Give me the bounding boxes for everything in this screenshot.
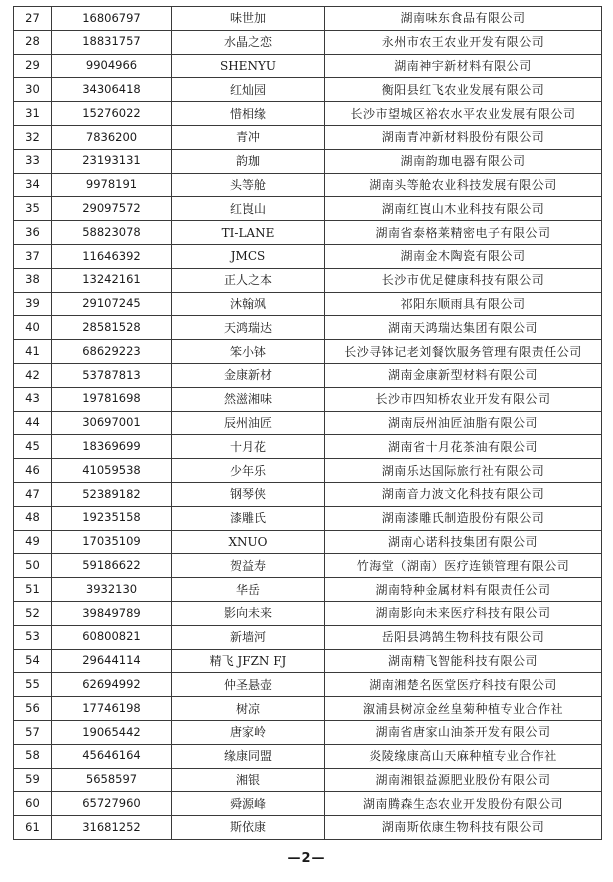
company-name-cell: 湖南影向未来医疗科技有限公司 (325, 601, 602, 625)
trademark-cell: 正人之本 (172, 268, 325, 292)
registration-number-cell: 29644114 (52, 649, 172, 673)
registration-number-cell: 17746198 (52, 697, 172, 721)
trademark-cell: 笨小钵 (172, 340, 325, 364)
registration-number-cell: 58823078 (52, 221, 172, 245)
trademark-cell: 影向未来 (172, 601, 325, 625)
table-body (14, 7, 602, 840)
company-name-cell: 湖南辰州油匠油脂有限公司 (325, 411, 602, 435)
company-name-cell: 湖南漆雕氏制造股份有限公司 (325, 506, 602, 530)
registration-number-cell: 3932130 (52, 578, 172, 602)
table-row (14, 387, 602, 411)
registration-number-cell: 19065442 (52, 720, 172, 744)
registration-number-cell: 17035109 (52, 530, 172, 554)
trademark-cell: 舜源峰 (172, 792, 325, 816)
trademark-cell: 辰州油匠 (172, 411, 325, 435)
company-name-cell: 湖南心诺科技集团有限公司 (325, 530, 602, 554)
row-index-cell: 51 (14, 578, 52, 602)
row-index-cell: 43 (14, 387, 52, 411)
table-row (14, 221, 602, 245)
page-number: —2— (287, 851, 326, 866)
company-name-cell: 湖南湘银益源肥业股份有限公司 (325, 768, 602, 792)
row-index-cell: 38 (14, 268, 52, 292)
company-name-cell: 衡阳县红飞农业发展有限公司 (325, 78, 602, 102)
company-name-cell: 溆浦县树凉金丝皇菊种植专业合作社 (325, 697, 602, 721)
table-row (14, 149, 602, 173)
row-index-cell: 49 (14, 530, 52, 554)
registration-number-cell: 39849789 (52, 601, 172, 625)
trademark-cell: 少年乐 (172, 459, 325, 483)
trademark-cell: 红崀山 (172, 197, 325, 221)
company-name-cell: 湖南特种金属材料有限责任公司 (325, 578, 602, 602)
table-row (14, 482, 602, 506)
row-index-cell: 40 (14, 316, 52, 340)
trademark-cell: 水晶之恋 (172, 30, 325, 54)
company-name-cell: 岳阳县鸿鹄生物科技有限公司 (325, 625, 602, 649)
registration-number-cell: 65727960 (52, 792, 172, 816)
registration-number-cell: 29107245 (52, 292, 172, 316)
table-row (14, 30, 602, 54)
trademark-cell: 缘康同盟 (172, 744, 325, 768)
registration-number-cell: 29097572 (52, 197, 172, 221)
table-row (14, 292, 602, 316)
registration-number-cell: 59186622 (52, 554, 172, 578)
company-name-cell: 湖南金康新型材料有限公司 (325, 363, 602, 387)
trademark-cell: 天鸿瑞达 (172, 316, 325, 340)
table-row (14, 244, 602, 268)
company-name-cell: 湖南音力波文化科技有限公司 (325, 482, 602, 506)
company-name-cell: 湖南精飞智能科技有限公司 (325, 649, 602, 673)
row-index-cell: 56 (14, 697, 52, 721)
company-name-cell: 祁阳东顺雨具有限公司 (325, 292, 602, 316)
registration-number-cell: 18369699 (52, 435, 172, 459)
company-name-cell: 炎陵缘康高山天麻种植专业合作社 (325, 744, 602, 768)
table-row (14, 459, 602, 483)
row-index-cell: 34 (14, 173, 52, 197)
trademark-cell: 韵珈 (172, 149, 325, 173)
registration-number-cell: 45646164 (52, 744, 172, 768)
company-name-cell: 湖南神宇新材料有限公司 (325, 54, 602, 78)
table-row (14, 697, 602, 721)
trademark-cell: 唐家岭 (172, 720, 325, 744)
registration-number-cell: 18831757 (52, 30, 172, 54)
row-index-cell: 55 (14, 673, 52, 697)
company-name-cell: 长沙市优足健康科技有限公司 (325, 268, 602, 292)
company-name-cell: 湖南青冲新材料股份有限公司 (325, 125, 602, 149)
registration-number-cell: 52389182 (52, 482, 172, 506)
company-name-cell: 湖南腾森生态农业开发股份有限公司 (325, 792, 602, 816)
company-name-cell: 湖南乐达国际旅行社有限公司 (325, 459, 602, 483)
registration-number-cell: 30697001 (52, 411, 172, 435)
row-index-cell: 60 (14, 792, 52, 816)
row-index-cell: 48 (14, 506, 52, 530)
trademark-cell: 金康新材 (172, 363, 325, 387)
table-row (14, 625, 602, 649)
trademark-cell: 新墙河 (172, 625, 325, 649)
table-row (14, 673, 602, 697)
table-row (14, 578, 602, 602)
trademark-cell: 湘银 (172, 768, 325, 792)
row-index-cell: 33 (14, 149, 52, 173)
table-row (14, 363, 602, 387)
row-index-cell: 29 (14, 54, 52, 78)
row-index-cell: 28 (14, 30, 52, 54)
registration-number-cell: 19235158 (52, 506, 172, 530)
trademark-cell: 漆雕氏 (172, 506, 325, 530)
row-index-cell: 39 (14, 292, 52, 316)
row-index-cell: 42 (14, 363, 52, 387)
trademark-cell: 仲圣悬壶 (172, 673, 325, 697)
table-row (14, 54, 602, 78)
row-index-cell: 37 (14, 244, 52, 268)
trademark-cell: 青冲 (172, 125, 325, 149)
registration-number-cell: 9904966 (52, 54, 172, 78)
trademark-cell: 十月花 (172, 435, 325, 459)
table-row (14, 268, 602, 292)
row-index-cell: 54 (14, 649, 52, 673)
company-name-cell: 湖南红崀山木业科技有限公司 (325, 197, 602, 221)
registration-number-cell: 28581528 (52, 316, 172, 340)
table-row (14, 649, 602, 673)
table-row (14, 554, 602, 578)
company-name-cell: 湖南省十月花茶油有限公司 (325, 435, 602, 459)
registration-number-cell: 9978191 (52, 173, 172, 197)
row-index-cell: 50 (14, 554, 52, 578)
registration-number-cell: 15276022 (52, 102, 172, 126)
table-row (14, 197, 602, 221)
company-name-cell: 长沙市望城区裕农水平农业发展有限公司 (325, 102, 602, 126)
company-name-cell: 湖南斯依康生物科技有限公司 (325, 816, 602, 840)
row-index-cell: 47 (14, 482, 52, 506)
registration-number-cell: 60800821 (52, 625, 172, 649)
registration-number-cell: 5658597 (52, 768, 172, 792)
row-index-cell: 27 (14, 7, 52, 31)
row-index-cell: 52 (14, 601, 52, 625)
row-index-cell: 44 (14, 411, 52, 435)
registration-number-cell: 68629223 (52, 340, 172, 364)
table-row (14, 816, 602, 840)
trademark-cell: 然滋湘味 (172, 387, 325, 411)
row-index-cell: 58 (14, 744, 52, 768)
company-name-cell: 长沙寻钵记老刘餐饮服务管理有限责任公司 (325, 340, 602, 364)
row-index-cell: 36 (14, 221, 52, 245)
table-row (14, 7, 602, 31)
row-index-cell: 35 (14, 197, 52, 221)
trademark-cell: JMCS (172, 244, 325, 268)
registration-number-cell: 16806797 (52, 7, 172, 31)
company-name-cell: 湖南味东食品有限公司 (325, 7, 602, 31)
row-index-cell: 30 (14, 78, 52, 102)
row-index-cell: 31 (14, 102, 52, 126)
row-index-cell: 59 (14, 768, 52, 792)
table-row (14, 720, 602, 744)
trademark-cell: 沐翰飒 (172, 292, 325, 316)
registration-number-cell: 53787813 (52, 363, 172, 387)
trademark-cell: TI-LANE (172, 221, 325, 245)
trademark-cell: 味世加 (172, 7, 325, 31)
table-row (14, 506, 602, 530)
company-name-cell: 湖南金木陶瓷有限公司 (325, 244, 602, 268)
table-row (14, 78, 602, 102)
trademark-cell: 贺益寿 (172, 554, 325, 578)
registration-number-cell: 31681252 (52, 816, 172, 840)
table-row (14, 316, 602, 340)
registration-number-cell: 11646392 (52, 244, 172, 268)
trademark-cell: 精飞 JFZN FJ (172, 649, 325, 673)
trademark-cell: SHENYU (172, 54, 325, 78)
table-row (14, 530, 602, 554)
table-row (14, 768, 602, 792)
row-index-cell: 32 (14, 125, 52, 149)
trademark-cell: 头等舱 (172, 173, 325, 197)
registration-number-cell: 19781698 (52, 387, 172, 411)
company-name-cell: 长沙市四知桥农业开发有限公司 (325, 387, 602, 411)
row-index-cell: 41 (14, 340, 52, 364)
company-name-cell: 湖南湘楚名医堂医疗科技有限公司 (325, 673, 602, 697)
table-row (14, 173, 602, 197)
company-name-cell: 湖南天鸿瑞达集团有限公司 (325, 316, 602, 340)
trademark-cell: 钢琴侠 (172, 482, 325, 506)
trademark-table (13, 6, 602, 840)
trademark-cell: 树凉 (172, 697, 325, 721)
table-row (14, 125, 602, 149)
table-row (14, 411, 602, 435)
company-name-cell: 湖南省泰格莱精密电子有限公司 (325, 221, 602, 245)
trademark-cell: 惜相缘 (172, 102, 325, 126)
registration-number-cell: 23193131 (52, 149, 172, 173)
registration-number-cell: 13242161 (52, 268, 172, 292)
registration-number-cell: 41059538 (52, 459, 172, 483)
company-name-cell: 湖南韵珈电器有限公司 (325, 149, 602, 173)
table-row (14, 792, 602, 816)
company-name-cell: 湖南头等舱农业科技发展有限公司 (325, 173, 602, 197)
trademark-cell: XNUO (172, 530, 325, 554)
row-index-cell: 57 (14, 720, 52, 744)
row-index-cell: 45 (14, 435, 52, 459)
company-name-cell: 竹海堂（湖南）医疗连锁管理有限公司 (325, 554, 602, 578)
table-row (14, 435, 602, 459)
table-row (14, 601, 602, 625)
trademark-cell: 斯依康 (172, 816, 325, 840)
trademark-cell: 华岳 (172, 578, 325, 602)
table-row (14, 744, 602, 768)
table-row (14, 340, 602, 364)
table-row (14, 102, 602, 126)
row-index-cell: 53 (14, 625, 52, 649)
registration-number-cell: 7836200 (52, 125, 172, 149)
company-name-cell: 永州市农王农业开发有限公司 (325, 30, 602, 54)
registration-number-cell: 34306418 (52, 78, 172, 102)
company-name-cell: 湖南省唐家山油茶开发有限公司 (325, 720, 602, 744)
registration-number-cell: 62694992 (52, 673, 172, 697)
trademark-cell: 红灿园 (172, 78, 325, 102)
row-index-cell: 61 (14, 816, 52, 840)
row-index-cell: 46 (14, 459, 52, 483)
